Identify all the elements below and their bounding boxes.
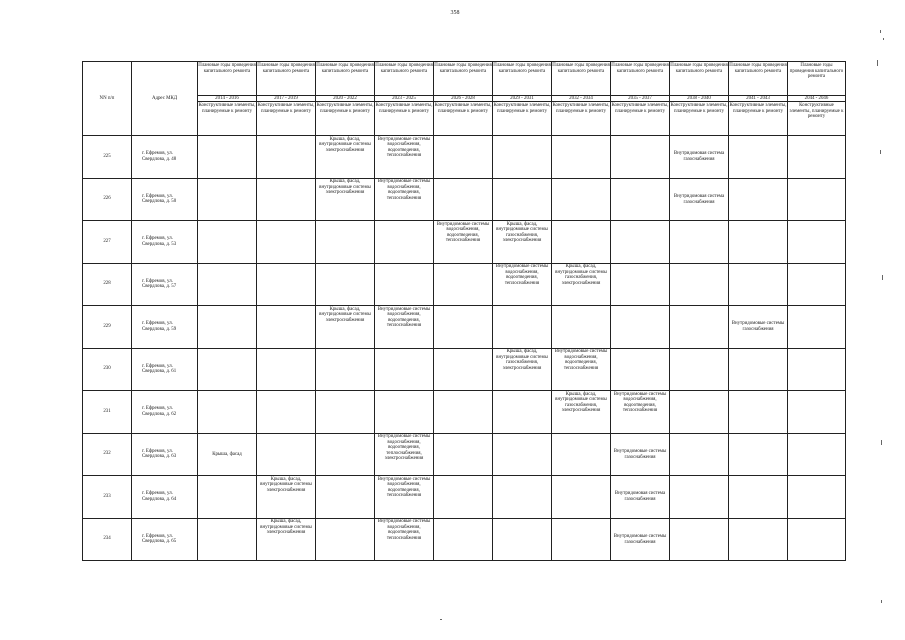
empty-cell [434, 306, 493, 349]
empty-cell [670, 348, 729, 391]
period-works-header: Конструктивные элементы, планируемые к ремонту [729, 102, 788, 136]
empty-cell [434, 136, 493, 179]
empty-cell [257, 178, 316, 221]
empty-cell [434, 476, 493, 519]
period-years-header: 2020 - 2022 [316, 96, 375, 102]
repair-works-cell: Крыша, фасад, внутридомовые системы электроснабжения [257, 518, 316, 561]
empty-cell [611, 221, 670, 264]
period-title-header: Плановые годы проведения капитального ремонта [552, 62, 611, 96]
empty-cell [375, 263, 434, 306]
period-years-header: 2026 - 2028 [434, 96, 493, 102]
table-row [83, 136, 846, 179]
empty-cell [788, 348, 846, 391]
empty-cell [316, 221, 375, 264]
row-address: г. Ефремов, ул. Свердлова, д. 65 [132, 518, 198, 561]
empty-cell [788, 391, 846, 434]
repair-works-cell: Крыша, фасад, внутридомовые системы электроснабжения [316, 306, 375, 349]
scan-mark [882, 275, 883, 280]
period-title-header: Плановые годы проведения капитального ремонта [434, 62, 493, 96]
empty-cell [788, 136, 846, 179]
empty-cell [434, 433, 493, 476]
row-address: г. Ефремов, ул. Свердлова, д. 59 [132, 306, 198, 349]
empty-cell [257, 263, 316, 306]
empty-cell [788, 263, 846, 306]
empty-cell [788, 518, 846, 561]
empty-cell [316, 476, 375, 519]
repair-works-cell: Внутридомовые системы водоснабжения, водоотведения, теплоснабжения [375, 518, 434, 561]
empty-cell [493, 306, 552, 349]
empty-cell [375, 221, 434, 264]
empty-cell [316, 518, 375, 561]
empty-cell [552, 136, 611, 179]
empty-cell [552, 178, 611, 221]
period-title-header: Плановые годы проведения капитального ремонта [670, 62, 729, 96]
row-number: 229 [83, 306, 132, 349]
period-years-header: 2014 - 2016 [198, 96, 257, 102]
empty-cell [670, 391, 729, 434]
empty-cell [493, 518, 552, 561]
repair-works-cell: Внутридомовая система газоснабжения [611, 476, 670, 519]
row-address: г. Ефремов, ул. Свердлова, д. 61 [132, 348, 198, 391]
empty-cell [198, 221, 257, 264]
empty-cell [375, 391, 434, 434]
empty-cell [257, 433, 316, 476]
period-works-header: Конструктивные элементы, планируемые к ремонту [552, 102, 611, 136]
empty-cell [670, 476, 729, 519]
empty-cell [493, 433, 552, 476]
row-address: г. Ефремов, ул. Свердлова, д. 62 [132, 391, 198, 434]
row-number: 226 [83, 178, 132, 221]
row-address: г. Ефремов, ул. Свердлова, д. 48 [132, 136, 198, 179]
empty-cell [552, 433, 611, 476]
period-works-header: Конструктивные элементы, планируемые к ремонту [375, 102, 434, 136]
empty-cell [198, 391, 257, 434]
repair-works-cell: Внутридомовые системы газоснабжения [611, 518, 670, 561]
repair-works-cell: Крыша, фасад, внутридомовые системы газоснабжения, электроснабжения [552, 391, 611, 434]
period-years-header: 2032 - 2034 [552, 96, 611, 102]
repair-works-cell: Внутридомовые системы водоснабжения, водоотведения, теплоснабжения [375, 306, 434, 349]
table-row [83, 178, 846, 221]
table-row [83, 263, 846, 306]
empty-cell [493, 476, 552, 519]
period-years-header: 2044 - 2046 [788, 96, 846, 102]
period-years-header: 2035 - 2037 [611, 96, 670, 102]
empty-cell [670, 306, 729, 349]
row-number: 227 [83, 221, 132, 264]
table-row [83, 518, 846, 561]
repair-works-cell: Внутридомовые системы водоснабжения, водоотведения, теплоснабжения [375, 136, 434, 179]
repair-works-cell: Внутридомовые системы газоснабжения [611, 433, 670, 476]
empty-cell [670, 518, 729, 561]
period-works-header: Конструктивные элементы, планируемые к ремонту [788, 102, 846, 136]
empty-cell [729, 518, 788, 561]
period-title-header: Плановые годы проведения капитального ремонта [611, 62, 670, 96]
empty-cell [611, 178, 670, 221]
empty-cell [729, 136, 788, 179]
repair-schedule-table [82, 61, 846, 561]
repair-works-cell: Внутридомовая система газоснабжения [670, 136, 729, 179]
table-row [83, 391, 846, 434]
period-years-header: 2023 - 2025 [375, 96, 434, 102]
period-works-header: Конструктивные элементы, планируемые к ремонту [670, 102, 729, 136]
empty-cell [788, 178, 846, 221]
empty-cell [611, 348, 670, 391]
row-address: г. Ефремов, ул. Свердлова, д. 57 [132, 263, 198, 306]
repair-works-cell: Внутридомовая система газоснабжения [670, 178, 729, 221]
empty-cell [316, 433, 375, 476]
empty-cell [198, 518, 257, 561]
row-number: 232 [83, 433, 132, 476]
empty-cell [434, 263, 493, 306]
address-column-header: Адрес МКД [132, 62, 198, 136]
scan-mark [877, 60, 878, 66]
scan-mark [881, 440, 882, 445]
scan-mark [880, 150, 881, 154]
empty-cell [552, 306, 611, 349]
period-works-header: Конструктивные элементы, планируемые к ремонту [493, 102, 552, 136]
row-number: 225 [83, 136, 132, 179]
period-works-header: Конструктивные элементы, планируемые к ремонту [257, 102, 316, 136]
row-address: г. Ефремов, ул. Свердлова, д. 64 [132, 476, 198, 519]
header-row-titles [83, 62, 846, 96]
empty-cell [729, 178, 788, 221]
period-years-header: 2017 - 2019 [257, 96, 316, 102]
empty-cell [611, 136, 670, 179]
repair-works-cell: Внутридомовые системы водоснабжения, водоотведения, теплоснабжения [375, 476, 434, 519]
row-number: 233 [83, 476, 132, 519]
row-address: г. Ефремов, ул. Свердлова, д. 50 [132, 178, 198, 221]
period-title-header: Плановые годы проведения капитального ремонта [198, 62, 257, 96]
row-number: 230 [83, 348, 132, 391]
row-number: 234 [83, 518, 132, 561]
empty-cell [788, 476, 846, 519]
header-row-works [83, 102, 846, 136]
period-title-header: Плановые годы проведения капитального ремонта [375, 62, 434, 96]
row-address: г. Ефремов, ул. Свердлова, д. 63 [132, 433, 198, 476]
empty-cell [316, 348, 375, 391]
repair-works-cell: Внутридомовые системы водоснабжения, водоотведения, теплоснабжения [493, 263, 552, 306]
scan-mark [883, 38, 884, 40]
empty-cell [257, 348, 316, 391]
empty-cell [552, 221, 611, 264]
period-title-header: Плановые годы проведения капитального ремонта [493, 62, 552, 96]
repair-works-cell: Внутридомовые системы водоснабжения, водоотведения, теплоснабжения, электроснабжения [375, 433, 434, 476]
empty-cell [434, 348, 493, 391]
repair-works-cell: Крыша, фасад [198, 433, 257, 476]
repair-works-cell: Крыша, фасад, внутридомовые системы электроснабжения [316, 178, 375, 221]
repair-works-cell: Внутридомовые системы водоснабжения, водоотведения, теплоснабжения [375, 178, 434, 221]
empty-cell [729, 263, 788, 306]
period-years-header: 2041 - 2043 [729, 96, 788, 102]
empty-cell [257, 306, 316, 349]
empty-cell [257, 221, 316, 264]
scan-mark [440, 619, 442, 620]
table-row [83, 476, 846, 519]
period-title-header: Плановые годы проведения капитального ремонта [788, 62, 846, 96]
period-title-header: Плановые годы проведения капитального ремонта [257, 62, 316, 96]
repair-works-cell: Крыша, фасад, внутридомовые системы электроснабжения [257, 476, 316, 519]
empty-cell [493, 391, 552, 434]
period-works-header: Конструктивные элементы, планируемые к ремонту [198, 102, 257, 136]
period-title-header: Плановые годы проведения капитального ремонта [316, 62, 375, 96]
period-works-header: Конструктивные элементы, планируемые к ремонту [611, 102, 670, 136]
period-works-header: Конструктивные элементы, планируемые к ремонту [316, 102, 375, 136]
empty-cell [552, 476, 611, 519]
empty-cell [670, 433, 729, 476]
empty-cell [198, 476, 257, 519]
empty-cell [316, 263, 375, 306]
empty-cell [670, 221, 729, 264]
empty-cell [611, 263, 670, 306]
empty-cell [611, 306, 670, 349]
empty-cell [198, 306, 257, 349]
empty-cell [493, 136, 552, 179]
repair-works-cell: Внутридомовые системы газоснабжения [729, 306, 788, 349]
empty-cell [729, 348, 788, 391]
empty-cell [257, 136, 316, 179]
repair-works-cell: Крыша, фасад, внутридомовые системы газоснабжения, электроснабжения [493, 348, 552, 391]
empty-cell [493, 178, 552, 221]
num-column-header: NN п/п [83, 62, 132, 136]
empty-cell [434, 518, 493, 561]
empty-cell [729, 476, 788, 519]
row-number: 231 [83, 391, 132, 434]
table-row [83, 348, 846, 391]
empty-cell [434, 178, 493, 221]
scan-mark [881, 600, 882, 603]
empty-cell [670, 263, 729, 306]
repair-works-cell: Крыша, фасад, внутридомовые системы газоснабжения, электроснабжения [552, 263, 611, 306]
period-title-header: Плановые годы проведения капитального ремонта [729, 62, 788, 96]
page-number: 358 [450, 10, 460, 16]
empty-cell [198, 136, 257, 179]
empty-cell [552, 518, 611, 561]
row-address: г. Ефремов, ул. Свердлова, д. 53 [132, 221, 198, 264]
empty-cell [729, 221, 788, 264]
empty-cell [316, 391, 375, 434]
empty-cell [434, 391, 493, 434]
empty-cell [788, 433, 846, 476]
repair-works-cell: Крыша, фасад, внутридомовые системы электроснабжения [316, 136, 375, 179]
period-years-header: 2029 - 2031 [493, 96, 552, 102]
empty-cell [729, 391, 788, 434]
repair-works-cell: Внутридомовые системы водоснабжения, водоотведения, теплоснабжения [552, 348, 611, 391]
empty-cell [198, 263, 257, 306]
empty-cell [788, 306, 846, 349]
empty-cell [788, 221, 846, 264]
empty-cell [375, 348, 434, 391]
table-row [83, 433, 846, 476]
repair-works-cell: Крыша, фасад, внутридомовые системы газоснабжения, электроснабжения [493, 221, 552, 264]
empty-cell [729, 433, 788, 476]
period-works-header: Конструктивные элементы, планируемые к ремонту [434, 102, 493, 136]
repair-works-cell: Внутридомовые системы водоснабжения, водоотведения, теплоснабжения [434, 221, 493, 264]
row-number: 228 [83, 263, 132, 306]
empty-cell [198, 178, 257, 221]
table-row [83, 221, 846, 264]
scan-mark [880, 30, 881, 33]
empty-cell [198, 348, 257, 391]
period-years-header: 2038 - 2040 [670, 96, 729, 102]
repair-works-cell: Внутридомовые системы водоснабжения, водоотведения, теплоснабжения [611, 391, 670, 434]
empty-cell [257, 391, 316, 434]
table-row [83, 306, 846, 349]
